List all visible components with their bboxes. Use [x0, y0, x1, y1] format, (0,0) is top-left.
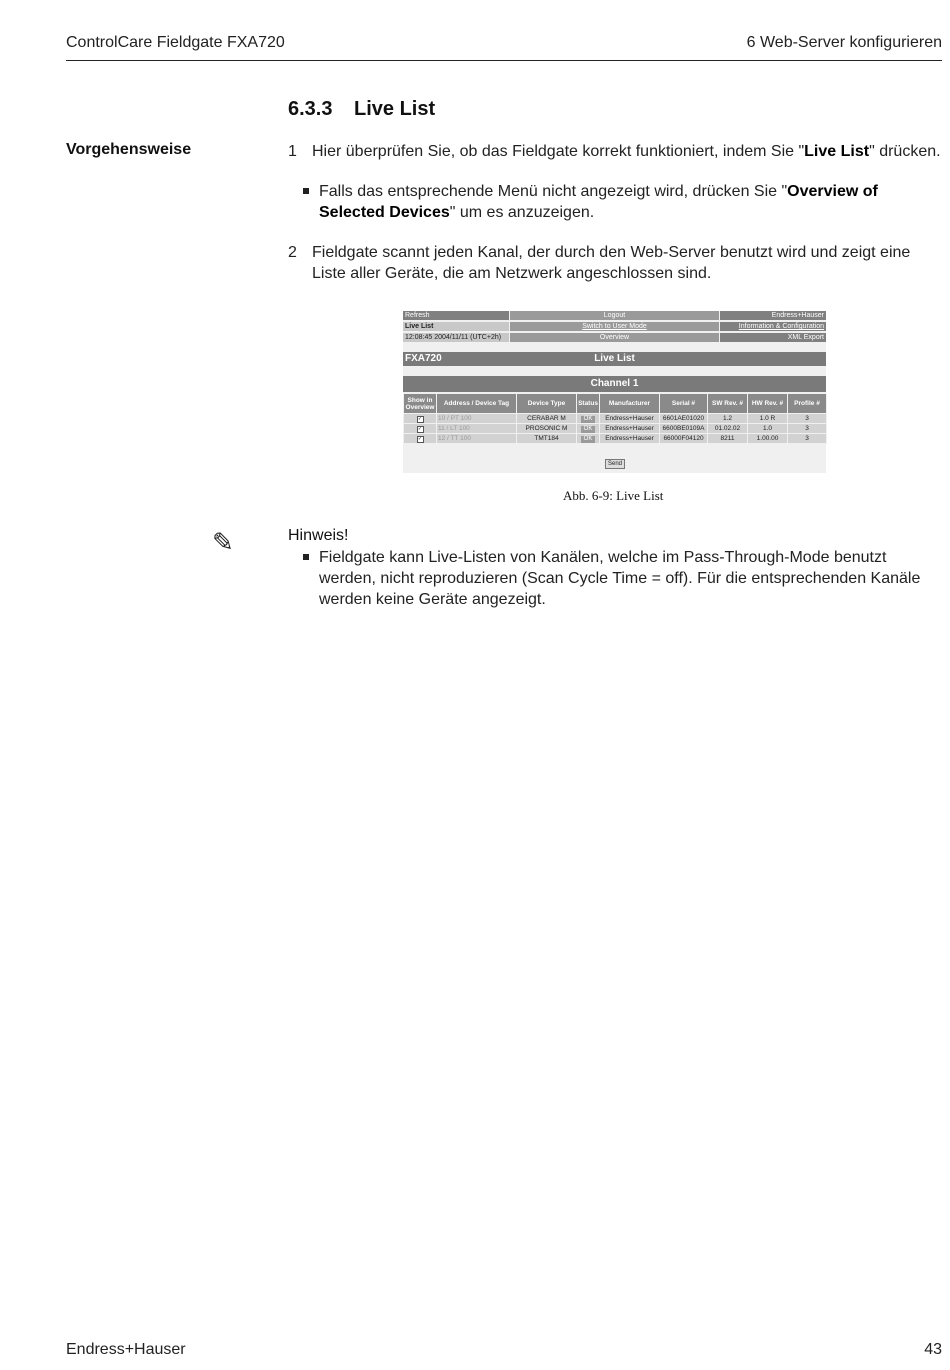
col-serial: Serial #	[660, 394, 708, 414]
step-2	[288, 242, 942, 284]
device-table	[403, 393, 827, 444]
step-text: Fieldgate scannt jeden Kanal, der durch den Web-Server benutzt wird und zeigt eine Liste aller Geräte, die am Netzwerk angeschlossen sind.	[312, 244, 911, 282]
hw-rev: 1.0 R	[748, 414, 788, 424]
bullet-item	[303, 181, 933, 223]
step-text: Hier überprüfen Sie, ob das Fieldgate korrekt funktioniert, indem Sie "	[312, 143, 805, 160]
show-checkbox[interactable]: ✓	[417, 425, 423, 432]
step-bold: Live List	[804, 143, 870, 160]
device-name: FXA720	[405, 353, 442, 364]
device-tag-link[interactable]: 11 / LT 100	[437, 424, 517, 434]
page-header	[66, 32, 942, 61]
switch-user-mode-link[interactable]: Switch to User Mode	[510, 322, 719, 331]
pencil-icon: ✎	[212, 528, 234, 558]
serial: 6601AE01020	[660, 414, 708, 424]
col-address: Address / Device Tag	[437, 394, 517, 414]
col-hw-rev: HW Rev. #	[748, 394, 788, 414]
figure-caption: Abb. 6-9: Live List	[563, 488, 664, 503]
table-row	[404, 414, 827, 424]
info-config-link[interactable]: Information & Configuration	[720, 322, 826, 331]
nav-row-1	[403, 311, 826, 321]
bullet-text-end: " um es anzuzeigen.	[449, 204, 595, 221]
nav-row-2	[403, 322, 826, 332]
show-checkbox[interactable]: ✓	[417, 435, 423, 442]
note-text: Fieldgate kann Live-Listen von Kanälen, welche im Pass-Through-Mode benutzt werden, nicht reproduzieren (Scan Cycle Time = off). Für die entsprechenden Kanäle werden keine Geräte angezeigt.	[319, 549, 921, 608]
col-show: Show in Overview	[404, 394, 437, 414]
table-row	[404, 424, 827, 434]
bullet-bold: Overview of Selected Devices	[319, 183, 878, 221]
sw-rev: 8211	[708, 434, 748, 444]
step-1	[288, 141, 942, 162]
manufacturer: Endress+Hauser	[600, 424, 660, 434]
show-checkbox[interactable]: ✓	[417, 415, 423, 422]
side-label: Vorgehensweise	[66, 141, 192, 158]
step-text-end: " drücken.	[869, 143, 941, 160]
profile: 3	[788, 414, 827, 424]
profile: 3	[788, 424, 827, 434]
bullet-marker	[303, 188, 309, 194]
channel-label: Channel 1	[590, 378, 639, 389]
table-header-row	[404, 394, 827, 414]
overview-link[interactable]: Overview	[510, 333, 719, 342]
device-type: TMT184	[517, 434, 577, 444]
device-type: CERABAR M	[517, 414, 577, 424]
live-list-screenshot	[403, 311, 826, 473]
col-profile: Profile #	[788, 394, 827, 414]
device-tag-link[interactable]: 10 / PT 100	[437, 414, 517, 424]
device-tag-link[interactable]: 12 / TT 100	[437, 434, 517, 444]
section-heading	[288, 98, 435, 121]
channel-bar	[403, 376, 826, 392]
section-title: Live List	[354, 98, 436, 120]
brand-label: Endress+Hauser	[720, 311, 826, 320]
hw-rev: 1.00.00	[748, 434, 788, 444]
sw-rev: 01.02.02	[708, 424, 748, 434]
status-badge: OK	[581, 436, 596, 443]
nav-row-3	[403, 333, 826, 343]
datetime-label: 12:08:45 2004/11/11 (UTC+2h)	[403, 333, 509, 342]
section-number: 6.3.3	[288, 98, 333, 120]
header-product: ControlCare Fieldgate FXA720	[66, 34, 285, 51]
step-number: 2	[288, 244, 297, 261]
status-badge: OK	[581, 426, 596, 433]
manufacturer: Endress+Hauser	[600, 434, 660, 444]
note-title: Hinweis!	[288, 527, 349, 544]
col-status: Status	[577, 394, 600, 414]
page-number: 43	[924, 1341, 942, 1358]
col-manufacturer: Manufacturer	[600, 394, 660, 414]
title-bar	[403, 352, 826, 366]
col-device-type: Device Type	[517, 394, 577, 414]
send-button[interactable]: Send	[605, 459, 625, 469]
logout-link[interactable]: Logout	[510, 311, 719, 320]
step-number: 1	[288, 143, 297, 160]
note-bullet	[303, 547, 933, 610]
table-row	[404, 434, 827, 444]
sw-rev: 1.2	[708, 414, 748, 424]
serial: 6600BE0109A	[660, 424, 708, 434]
col-sw-rev: SW Rev. #	[708, 394, 748, 414]
refresh-link[interactable]: Refresh	[403, 311, 509, 320]
bullet-text: Falls das entsprechende Menü nicht angezeigt wird, drücken Sie "	[319, 183, 788, 200]
bullet-marker	[303, 554, 309, 560]
manufacturer: Endress+Hauser	[600, 414, 660, 424]
hw-rev: 1.0	[748, 424, 788, 434]
profile: 3	[788, 434, 827, 444]
live-list-link[interactable]: Live List	[403, 322, 509, 331]
header-chapter: 6 Web-Server konfigurieren	[746, 34, 942, 51]
xml-export-link[interactable]: XML Export	[720, 333, 826, 342]
device-type: PROSONIC M	[517, 424, 577, 434]
status-badge: OK	[581, 416, 596, 423]
footer-company: Endress+Hauser	[66, 1341, 186, 1358]
serial: 66000F04120	[660, 434, 708, 444]
page-title: Live List	[594, 353, 635, 364]
